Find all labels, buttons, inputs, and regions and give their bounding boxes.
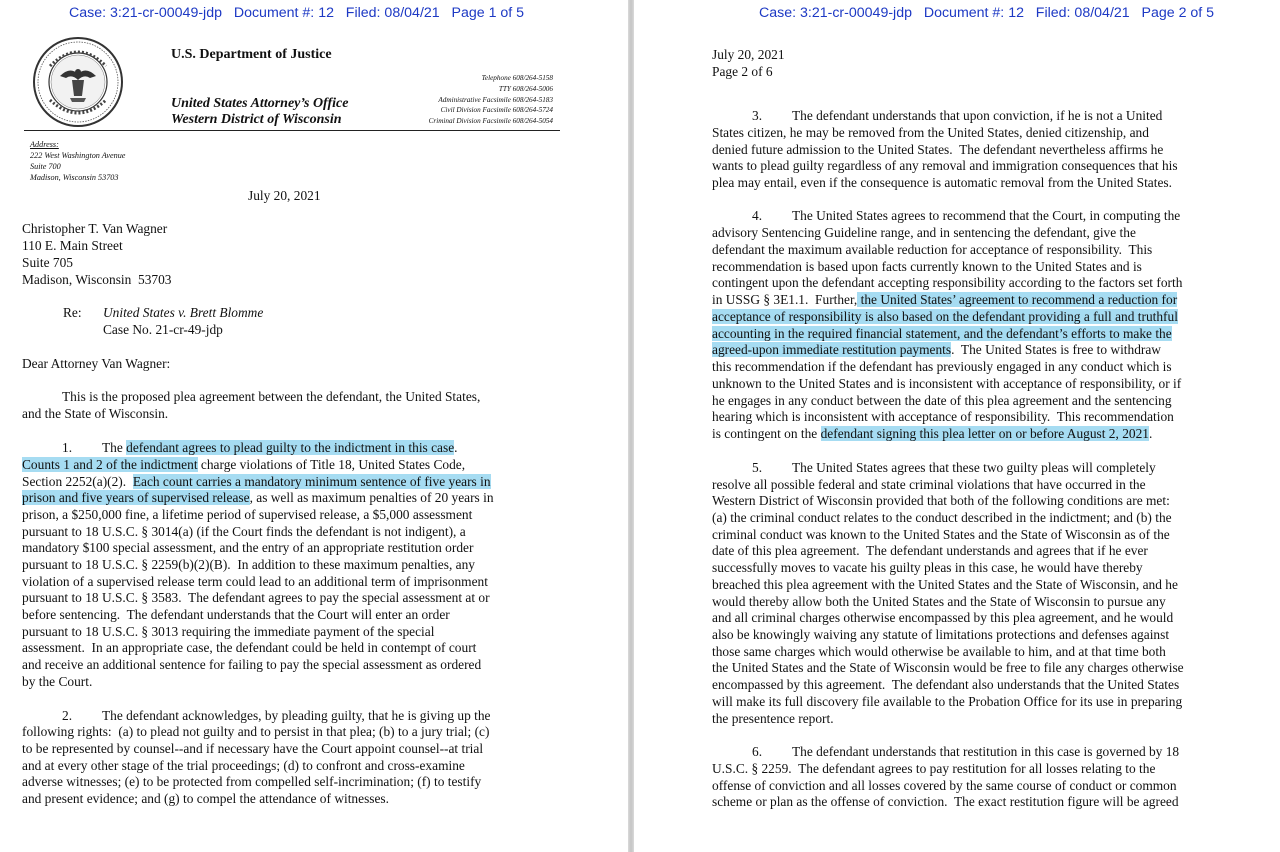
paragraph-line: offense of conviction and all losses covered by the same course of conduct or common bbox=[712, 778, 1177, 793]
text-run: charge violations of Title 18, United States Code, bbox=[197, 457, 466, 472]
recipient-line: Christopher T. Van Wagner bbox=[22, 221, 168, 236]
document-page-1 bbox=[0, 0, 628, 852]
paragraph-number: 5. bbox=[752, 460, 763, 475]
paragraph-line: Western District of Wisconsin provided that both of the following conditions are met: bbox=[712, 493, 1170, 508]
paragraph-line: successfully moves to vacate his guilty pleas in this case, he would have thereby bbox=[712, 560, 1143, 575]
paragraph-line bbox=[752, 460, 1156, 477]
case-header: Case: 3:21-cr-00049-jdp Document #: 12 Filed: 08/04/21 Page 1 of 5 bbox=[69, 5, 525, 21]
letter-date: July 20, 2021 bbox=[712, 47, 785, 62]
highlighted-text[interactable]: prison and five years of supervised release bbox=[22, 490, 250, 505]
paragraph-line: the United States and the State of Wisconsin would be free to file any charges otherwise bbox=[712, 660, 1184, 675]
re-label: Re: bbox=[63, 305, 82, 320]
recipient-line: 110 E. Main Street bbox=[22, 238, 123, 253]
case-header: Case: 3:21-cr-00049-jdp Document #: 12 Filed: 08/04/21 Page 2 of 5 bbox=[759, 5, 1215, 21]
paragraph-line: (a) the criminal conduct relates to the conduct described in the indictment; and (b) the bbox=[712, 510, 1172, 525]
address-line: Madison, Wisconsin 53703 bbox=[30, 173, 119, 182]
office-line: United States Attorney’s Office bbox=[171, 96, 349, 111]
paragraph-line: encompassed by this agreement. The defendant also understands that the United States bbox=[712, 677, 1180, 692]
department-title: U.S. Department of Justice bbox=[171, 47, 332, 62]
paragraph-line: assessment. In an appropriate case, the defendant could be held in contempt of court bbox=[22, 640, 477, 655]
paragraph-number: 6. bbox=[752, 744, 763, 759]
paragraph-line bbox=[22, 474, 491, 491]
paragraph-line: and receive an additional sentence for failing to pay the special assessment as ordered bbox=[22, 657, 482, 672]
re-case-name-text: United States v. Brett Blomme bbox=[103, 305, 264, 320]
paragraph-line: breached this plea agreement with the United States and the State of Wisconsin, and he bbox=[712, 577, 1178, 592]
paragraph-line: to be represented by counsel--and if necessary have the Court appoint counsel--at trial bbox=[22, 741, 484, 756]
paragraph-line: wants to plead guilty regardless of any removal and immigration consequences that his bbox=[712, 158, 1178, 173]
text-run: The United States agrees to recommend that the Court, in computing the bbox=[792, 208, 1181, 223]
text-run: . bbox=[454, 440, 458, 455]
highlighted-text[interactable]: defendant agrees to plead guilty to the indictment in this case bbox=[126, 440, 455, 455]
paragraph-line bbox=[62, 708, 490, 725]
address-line: 222 West Washington Avenue bbox=[30, 151, 126, 160]
highlighted-text[interactable]: acceptance of responsibility is also based on the defendant providing a full and truthful bbox=[712, 309, 1178, 324]
re-case-number: Case No. 21-cr-49-jdp bbox=[103, 322, 223, 337]
document-page-2 bbox=[634, 0, 1280, 852]
phone-line: Administrative Facsimile 608/264-5183 bbox=[438, 95, 553, 104]
paragraph-line: those same charges which would otherwise be available to him, and at that time both bbox=[712, 644, 1166, 659]
text-run: The United States agrees that these two guilty pleas will completely bbox=[792, 460, 1156, 475]
text-run: . bbox=[1148, 426, 1153, 441]
phone-line: Telephone 608/264-5158 bbox=[481, 74, 553, 82]
paragraph-line: and at every other stage of the trial proceedings; (d) to confront and cross-examine bbox=[22, 758, 465, 773]
paragraph-line bbox=[712, 426, 1152, 443]
page-number-line: Page 2 of 6 bbox=[712, 64, 773, 79]
re-case-name bbox=[103, 305, 263, 322]
paragraph-line: would thereby allow both the United States and the State of Wisconsin to pursue any bbox=[712, 594, 1166, 609]
text-run: in USSG § 3E1.1. Further, bbox=[712, 292, 858, 307]
paragraph-line: pursuant to 18 U.S.C. § 3583. The defendant agrees to pay the special assessment at or bbox=[22, 590, 490, 605]
paragraph-line: contingent upon the defendant accepting responsibility according to the factors set forth bbox=[712, 275, 1183, 290]
highlighted-text[interactable]: Each count carries a mandatory minimum sentence of five years in bbox=[132, 474, 491, 489]
paragraph-line: mandatory $100 special assessment, and the entry of an appropriate restitution order bbox=[22, 540, 474, 555]
recipient-line: Madison, Wisconsin 53703 bbox=[22, 272, 172, 287]
letter-date: July 20, 2021 bbox=[248, 188, 321, 203]
paragraph-line: adverse witnesses; (e) to be protected from compelled self-incrimination; (f) to testify bbox=[22, 774, 482, 789]
paragraph-line: scheme or plan as the offense of conviction. The exact restitution figure will be agreed bbox=[712, 794, 1179, 809]
paragraph-number: 3. bbox=[752, 108, 763, 123]
paragraph-number: 1. bbox=[62, 440, 73, 455]
paragraph-line: before sentencing. The defendant understands that the Court will enter an order bbox=[22, 607, 450, 622]
paragraph-line: recommendation is based upon facts currently known to the United States and is bbox=[712, 259, 1142, 274]
paragraph-line bbox=[752, 208, 1180, 225]
recipient-line: Suite 705 bbox=[22, 255, 73, 270]
office-line: Western District of Wisconsin bbox=[171, 112, 342, 127]
paragraph-line: date of this plea agreement. The defendant understands and agrees that if he ever bbox=[712, 543, 1148, 558]
text-run: The defendant acknowledges, by pleading guilty, that he is giving up the bbox=[102, 708, 491, 723]
paragraph-line: unknown to the United States and is inconsistent with acceptance of responsibility, or if bbox=[712, 376, 1182, 391]
text-run: Section 2252(a)(2). bbox=[22, 474, 133, 489]
paragraph-line: advisory Sentencing Guideline range, and in sentencing the defendant, give the bbox=[712, 225, 1136, 240]
phone-line: TTY 608/264-5006 bbox=[498, 84, 553, 93]
paragraph-line: by the Court. bbox=[22, 674, 93, 689]
highlighted-text[interactable]: Counts 1 and 2 of the indictment bbox=[22, 457, 198, 472]
paragraph-line: criminal conduct was known to the United States and the State of Wisconsin as of the bbox=[712, 527, 1170, 542]
paragraph-line: and present evidence; and (g) to compel the attendance of witnesses. bbox=[22, 791, 389, 806]
highlighted-text[interactable]: the United States’ agreement to recommend a reduction for bbox=[857, 292, 1178, 307]
paragraph-line: he engages in any conduct between the date of this plea agreement and the sentencing bbox=[712, 393, 1172, 408]
paragraph-line bbox=[22, 490, 494, 507]
paragraph-line bbox=[752, 108, 1162, 125]
intro-line: and the State of Wisconsin. bbox=[22, 406, 169, 421]
letterhead-divider bbox=[24, 130, 560, 131]
paragraph-line: the presentence report. bbox=[712, 711, 834, 726]
paragraph-line: this recommendation if the defendant has previously engaged in any conduct which is bbox=[712, 359, 1172, 374]
paragraph-line: defendant the maximum available reduction for acceptance of responsibility. This bbox=[712, 242, 1153, 257]
paragraph-number: 4. bbox=[752, 208, 763, 223]
paragraph-number: 2. bbox=[62, 708, 73, 723]
paragraph-line bbox=[712, 292, 1177, 309]
highlighted-text[interactable]: agreed-upon immediate restitution payments bbox=[712, 342, 952, 357]
paragraph-line: pursuant to 18 U.S.C. § 2259(b)(2)(B). In addition to these maximum penalties, any bbox=[22, 557, 475, 572]
highlighted-text[interactable]: accounting in the required financial statement, and the defendant’s efforts to make the bbox=[712, 326, 1172, 341]
office-address bbox=[30, 139, 125, 183]
paragraph-line bbox=[22, 457, 465, 474]
office-name bbox=[171, 96, 348, 128]
phone-line: Criminal Division Facsimile 608/264-5054 bbox=[428, 117, 553, 126]
paragraph-line: will make its full discovery file available to the Probation Office for its use in preparing bbox=[712, 694, 1183, 709]
address-label: Address: bbox=[30, 140, 59, 149]
paragraph-line bbox=[752, 744, 1179, 761]
paragraph-line: prison, a $250,000 fine, a lifetime period of supervised release, a $5,000 assessment bbox=[22, 507, 473, 522]
text-run: The defendant understands that restitution in this case is governed by 18 bbox=[792, 744, 1180, 759]
paragraph-line: and all criminal charges otherwise encompassed by this plea agreement, and he would bbox=[712, 610, 1174, 625]
address-line: Suite 700 bbox=[30, 162, 61, 171]
doj-seal-icon bbox=[30, 36, 126, 128]
paragraph-line bbox=[62, 440, 458, 457]
highlighted-text[interactable]: defendant signing this plea letter on or before August 2, 2021 bbox=[820, 426, 1149, 441]
paragraph-line: following rights: (a) to plead not guilty and to persist in that plea; (b) to a jury trial; (c) bbox=[22, 724, 490, 739]
phone-list bbox=[429, 73, 553, 127]
text-run: The bbox=[102, 440, 127, 455]
paragraph-line: violation of a supervised release term could lead to an additional term of imprisonment bbox=[22, 574, 488, 589]
text-run: is contingent on the bbox=[712, 426, 821, 441]
text-run: , as well as maximum penalties of 20 years in bbox=[249, 490, 494, 505]
paragraph-line bbox=[712, 309, 1178, 326]
paragraph-line: States citizen, he may be removed from the United States, denied citizenship, and bbox=[712, 125, 1149, 140]
paragraph-line: pursuant to 18 U.S.C. § 3013 requiring the immediate payment of the special bbox=[22, 624, 435, 639]
paragraph-line bbox=[712, 342, 1161, 359]
paragraph-line: hearing which is inconsistent with acceptance of responsibility. This recommendation bbox=[712, 409, 1174, 424]
text-run: The defendant understands that upon conviction, if he is not a United bbox=[792, 108, 1163, 123]
paragraph-line: pursuant to 18 U.S.C. § 3014(a) (if the Court finds the defendant is not indigent), a bbox=[22, 524, 466, 539]
paragraph-line bbox=[712, 326, 1172, 343]
salutation: Dear Attorney Van Wagner: bbox=[22, 356, 171, 371]
paragraph-line: U.S.C. § 2259. The defendant agrees to pay restitution for all losses relating to the bbox=[712, 761, 1156, 776]
intro-line: This is the proposed plea agreement between the defendant, the United States, bbox=[62, 389, 481, 404]
paragraph-line: plea may entail, even if the consequence is automatic removal from the United States. bbox=[712, 175, 1172, 190]
paragraph-line: denied future admission to the United States. The defendant nevertheless affirms he bbox=[712, 142, 1164, 157]
paragraph-line: also be knowingly waiving any statute of limitations protections and defenses against bbox=[712, 627, 1170, 642]
text-run: . The United States is free to withdraw bbox=[951, 342, 1161, 357]
phone-line: Civil Division Facsimile 608/264-5724 bbox=[440, 106, 553, 115]
paragraph-line: resolve all possible federal and state criminal violations that have occurred in the bbox=[712, 477, 1146, 492]
